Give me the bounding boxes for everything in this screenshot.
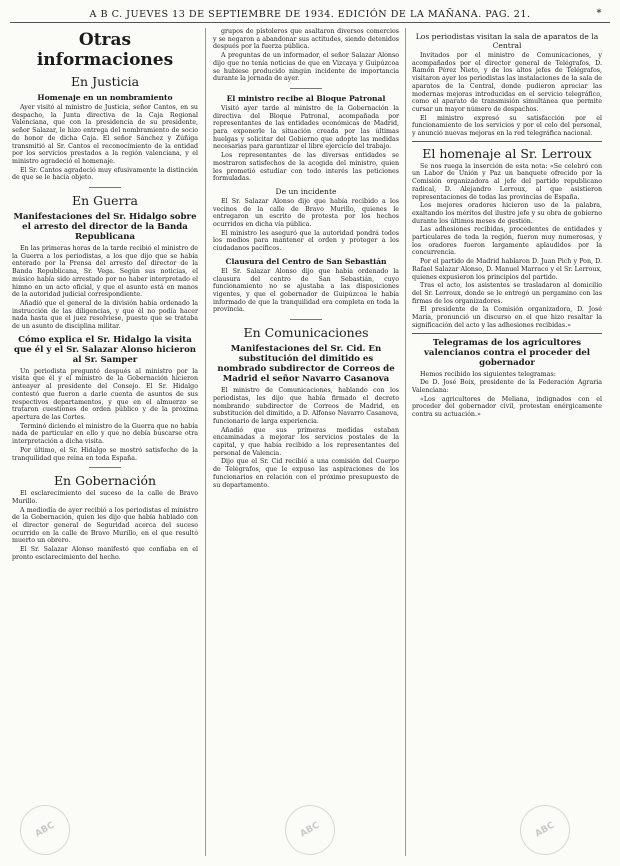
paragraph: El ministro les aseguró que la autoridad pondrá todos los medios para mantener el orden y proteger a los ciudadanos pacíficos. xyxy=(213,229,399,253)
paragraph: Añadió que el general de la división había ordenado la instrucción de las diligencias, y que él no podía hacer nada hasta que el juez resolviese, puesto que se trataba de un asunto de disciplina militar. xyxy=(12,299,198,331)
divider xyxy=(412,333,602,334)
watermark-stamp: ABC xyxy=(511,796,579,864)
paragraph: El Sr. Salazar Alonso dijo que había ordenado la clausura del centro de San Sebastián, cuyo funcionamiento no se ajustaba a las disposiciones vigentes, y que el gobernador de Guipúzcoa le había informado de que la tranquilidad era completa en toda la provincia. xyxy=(213,267,399,314)
section-heading-comunicaciones: En Comunicaciones xyxy=(243,325,369,341)
paragraph: Las adhesiones recibidas, procedentes de entidades y particulares de toda la región, fueron muy numerosas, y los oradores fueron largamente aplaudidos por la concurrencia. xyxy=(412,226,602,257)
section-heading-justicia: En Justicia xyxy=(70,74,140,89)
paragraph: El Sr. Cantos agradeció muy efusivamente la distinción de que se le hacía objeto. xyxy=(12,166,198,182)
paragraph: Se nos ruega la inserción de esta nota: «Se celebró con un Labor de Unión y Paz un banquete ofrecido por la Comisión organizadora al jefe del partido republicano radical, D. Alejandro Lerroux, al que asistieron representaciones de todas las provincias de España. xyxy=(412,162,602,201)
paragraph: En las primeras horas de la tarde recibió el ministro de la Guerra a los periodistas, a los que dijo que se había enterado por la Prensa del arresto del director de la Banda Republicana, Sr. Vega. Según sus noticias, el músico había sido arrestado por no haber interpretado el himno en un acto oficial, y que el asunto está en manos de la autoridad judicial correspondiente. xyxy=(12,245,198,299)
paragraph: Hemos recibido los siguientes telegramas: xyxy=(420,370,556,378)
article-headline: Cómo explica el Sr. Hidalgo la visita que él y el Sr. Salazar Alonso hicieron al Sr. Samper xyxy=(13,334,197,365)
paragraph: grupos de pistoleros que asaltaron diversos comercios y se negaron a abandonar sus actitudes, siendo detenidos después por la fuerza pública. xyxy=(213,28,399,51)
subheading: Homenaje en un nombramiento xyxy=(37,93,173,102)
paragraph: A mediodía de ayer recibió a los periodistas el ministro de la Gobernación, quien les dijo que había hablado con el director general de Seguridad acerca del suceso ocurrido en la calle de Bravo Murillo, en el que resultó muerto un obrero. xyxy=(12,506,198,545)
section-heading-lerroux: El homenaje al Sr. Lerroux xyxy=(422,145,592,161)
article-headline: Telegramas de los agricultores valencianos contra el proceder del gobernador xyxy=(423,337,591,368)
article-headline: Los periodistas visitan la sala de aparatos de la Central xyxy=(415,32,599,50)
paragraph: Los representantes de las diversas entidades se mostraron satisfechos de la acogida del ministro, quien les prometió estudiar con todo interés las peticiones formuladas. xyxy=(213,152,399,183)
paragraph: El ministro de Comunicaciones, hablando con los periodistas, les dijo que había firmado el decreto nombrando subdirector de Correos de Madrid, en substitución del dimitido, a D. Alfonso Navarro Casanova, funcionario de larga experiencia. xyxy=(213,387,399,425)
section-heading-gobernacion: En Gobernación xyxy=(53,473,157,489)
divider xyxy=(412,141,602,142)
paragraph: «Los agricultores de Meliana, indignados con el proceder del gobernador civil, protestan enérgicamente contra su actuación.» xyxy=(412,395,602,419)
divider xyxy=(290,88,322,89)
page-header xyxy=(0,9,620,21)
paragraph: Por último, el Sr. Hidalgo se mostró satisfecho de la tranquilidad que reina en toda España. xyxy=(12,446,198,462)
article-headline: Manifestaciones del Sr. Cid. En substitución del dimitido es nombrado subdirector de Correos de Madrid el señor Navarro Casanova xyxy=(217,344,395,385)
divider xyxy=(290,319,322,320)
header-star: * xyxy=(596,8,602,19)
divider xyxy=(89,187,121,188)
column-3 xyxy=(412,28,602,856)
paragraph: Tras el acto, los asistentes se trasladaron al domicilio del Sr. Lerroux, donde se le entregó un pergamino con las firmas de los organizadores. xyxy=(412,282,602,305)
watermark-stamp: ABC xyxy=(11,796,79,864)
paragraph: Los mejores oradores hicieron uso de la palabra, exaltando los méritos del ilustre jefe y su obra de gobierno durante los últimos meses de gestión. xyxy=(412,202,602,225)
subheading: De un incidente xyxy=(275,186,337,196)
paragraph: El ministro expresó su satisfacción por el funcionamiento de los servicios y por el celo del personal, y anunció nuevas mejoras en la red telegráfica nacional. xyxy=(412,114,602,138)
paragraph: De D. José Boix, presidente de la Federación Agraria Valenciana: xyxy=(412,379,602,394)
section-heading-guerra: En Guerra xyxy=(72,193,138,209)
section-title: Otras informaciones xyxy=(36,30,174,70)
divider xyxy=(89,467,121,468)
paragraph: Terminó diciendo el ministro de la Guerra que no había nada de particular en ello y que no debía buscarse otra interpretación a dicha visita. xyxy=(12,422,198,446)
paragraph: Un periodista preguntó después al ministro por la visita que él y el ministro de la Gobernación hicieron anteayer al presidente del Consejo. El Sr. Hidalgo contestó que fueron a darle cuenta de asuntos de sus respectivos departamentos, y que en el almuerzo se trataron cuestiones de orden público y de la próxima apertura de las Cortes. xyxy=(12,367,198,421)
paragraph: Visitó ayer tarde al ministro de la Gobernación la directiva del Bloque Patronal, acompañada por representantes de las entidades económicas de Madrid, para exponerle la situación creada por las últimas huelgas y solicitar del Gobierno que adopte las medidas necesarias para garantizar el libre ejercicio del trabajo. xyxy=(213,104,399,151)
paragraph: Ayer visitó al ministro de Justicia, señor Cantos, en su despacho, la Junta directiva de la Caja Regional Valenciana, que con la presidencia de su presidente, señor Salazar, le hizo entrega del nombramiento de socio de honor de dicha Caja. El señor Sánchez y Zúñiga transmitió al Sr. Cantos el reconocimiento de la entidad por los servicios prestados a la región valenciana, y el ministro agradeció el homenaje. xyxy=(12,104,198,165)
paragraph: El presidente de la Comisión organizadora, D. José María, pronunció un discurso en el que hizo resaltar la significación del acto y las adhesiones recibidas.» xyxy=(412,306,602,329)
paragraph: Por el partido de Madrid hablaron D. Juan Pich y Pon, D. Rafael Salazar Alonso, D. Manuel Marraco y el Sr. Lerroux, quienes expusieron los principios del partido. xyxy=(412,258,602,281)
header-text: A B C. JUEVES 13 DE SEPTIEMBRE DE 1934. EDICIÓN DE LA MAÑANA. PAG. 21. xyxy=(89,9,531,20)
paragraph: Invitados por el ministro de Comunicaciones, y acompañados por el director general de Telégrafos, D. Ramón Pérez Nieto, y de los altos jefes de Telégrafos, visitaron ayer los periodistas las instalaciones de la sala de aparatos de la Central, donde pudieron apreciar las modernas mejoras introducidas en el servicio telegráfico, como el aparato de transmisión simultánea que permite cursar un mayor número de despachos. xyxy=(412,52,602,113)
paragraph: Añadió que sus primeras medidas estaban encaminadas a mejorar los servicios postales de la capital, y que había recibido a los representantes del personal de Valencia. xyxy=(213,426,399,457)
paragraph: El Sr. Salazar Alonso manifestó que confiaba en el pronto esclarecimiento del hecho. xyxy=(12,546,198,561)
column-divider xyxy=(405,28,406,856)
paragraph: El esclarecimiento del suceso de la calle de Bravo Murillo. xyxy=(12,490,198,505)
paragraph: Dijo que el Sr. Cid recibió a una comisión del Cuerpo de Telégrafos, que le expuso las aspiraciones de los funcionarios en relación con el próximo presupuesto de su departamento. xyxy=(213,458,399,489)
column-2 xyxy=(213,28,399,856)
column-divider xyxy=(205,28,206,856)
paragraph: A preguntas de un informador, el señor Salazar Alonso dijo que no tenía noticias de que en Vizcaya y Guipúzcoa se hubiese producido ningún incidente de importancia durante la jornada de ayer. xyxy=(213,52,399,83)
subheading: Clausura del Centro de San Sebastián xyxy=(225,256,387,266)
column-1 xyxy=(12,28,198,856)
subheading: El ministro recibe al Bloque Patronal xyxy=(226,93,386,103)
header-rule xyxy=(10,22,610,23)
paragraph: El Sr. Salazar Alonso dijo que había recibido a los vecinos de la calle de Bravo Murillo, quienes le entregaron un escrito de protesta por los hechos ocurridos en dicha vía pública. xyxy=(213,197,399,229)
article-headline: Manifestaciones del Sr. Hidalgo sobre el arresto del director de la Banda Republicana xyxy=(13,212,197,243)
watermark-stamp: ABC xyxy=(276,796,344,864)
